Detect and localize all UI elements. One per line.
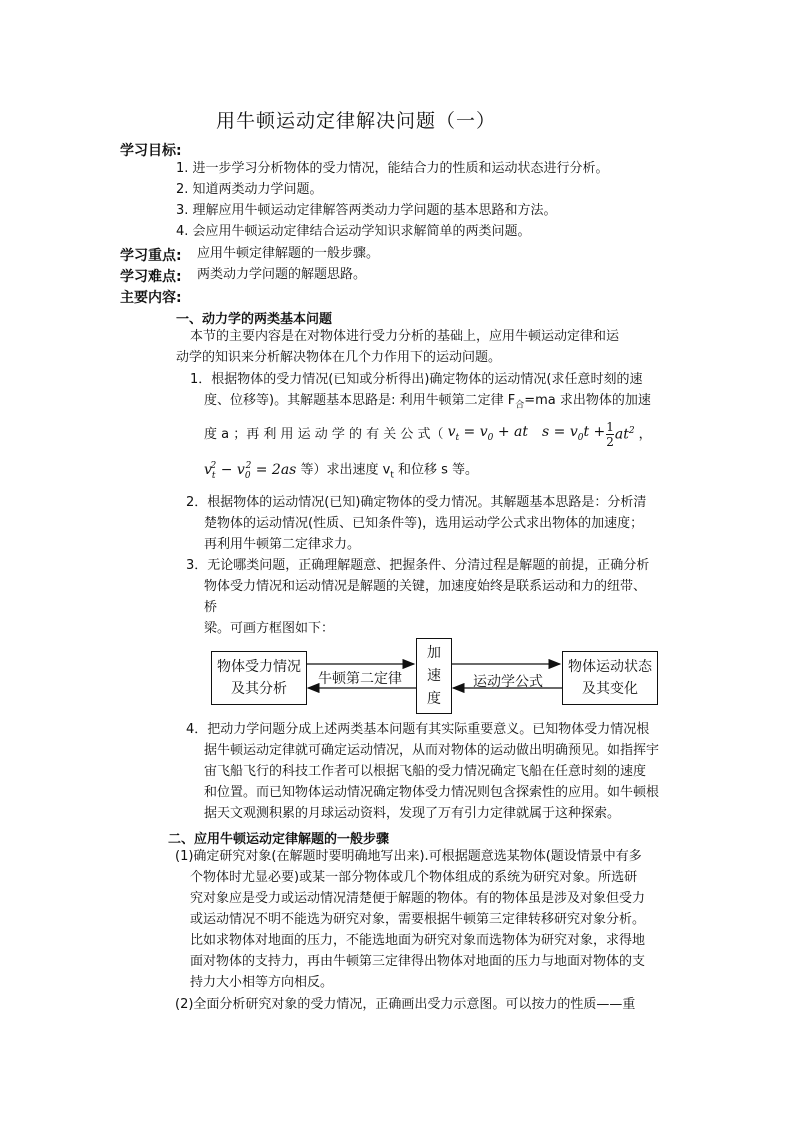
section1-heading: 一、动力学的两类基本问题 xyxy=(176,312,333,327)
main-content-heading: 主要内容: xyxy=(120,290,182,306)
objective-item: 1. 进一步学习分析物体的受力情况，能结合力的性质和运动状态进行分析。 xyxy=(176,161,609,176)
formula-displacement: $s = v_0t$ + xyxy=(542,424,606,443)
p3-line: 3．无论哪类问题，正确理解题意、把握条件、分清过程是解题的前提，正确分析 xyxy=(186,558,650,573)
p3-line: 物体受力情况和运动情况是解题的关键，加速度始终是联系运动和力的纽带、 xyxy=(204,579,647,594)
s1-line: 面对物体的支持力，再由牛顿第三定律得出物体对地面的压力与地面对物体的支 xyxy=(190,954,646,969)
diagram-box-force: 物体受力情况及其分析 xyxy=(211,651,307,705)
section1-intro-line: 动学的知识来分析解决物体在几个力作用下的运动问题。 xyxy=(176,350,502,365)
p3-line: 桥 xyxy=(204,600,218,615)
key-point-text: 应用牛顿定律解题的一般步骤。 xyxy=(197,246,380,261)
p4-line: 据天文观测积累的月球运动资料，发现了万有引力定律就属于这种探索。 xyxy=(204,806,621,821)
p1-line-text-tail: =ma 求出物体的加速 xyxy=(524,393,651,408)
p4-line: 据牛顿运动定律就可确定运动情况，从而对物体的运动做出明确预见。如指挥宇 xyxy=(204,743,660,758)
objective-item: 4. 会应用牛顿运动定律结合运动学知识求解简单的两类问题。 xyxy=(176,224,531,239)
page-title: 用牛顿运动定律解决问题（一） xyxy=(216,110,497,132)
s1-line: 究对象应是受力或运动情况清楚便于解题的物体。有的物体虽是涉及对象但受力 xyxy=(190,891,646,906)
p1-formula-prefix: 度 a ；再 利 用 运 动 学 的 有 关 公 式（ xyxy=(204,426,444,442)
arrow-label-newton: 牛顿第二定律 xyxy=(318,671,402,687)
s1-line: (1)确定研究对象(在解题时要明确地写出来).可根据题意选某物体(题设情景中有多 xyxy=(175,849,642,864)
arrow-label-kinematics: 运动学公式 xyxy=(473,674,543,690)
p1-formula-tail: ， xyxy=(638,426,652,442)
p4-line: 和位置。而已知物体运动情况确定物体受力情况则包含探索性的应用。如牛顿根 xyxy=(204,785,660,800)
p4-line: 4．把动力学问题分成上述两类基本问题有其实际重要意义。已知物体受力情况根 xyxy=(186,722,650,737)
difficulty-heading: 学习难点: xyxy=(120,269,182,285)
difficulty-text: 两类动力学问题的解题思路。 xyxy=(197,267,367,282)
s2-line: (2)全面分析研究对象的受力情况，正确画出受力示意图。可以按力的性质——重 xyxy=(175,997,636,1012)
section1-intro-line: 本节的主要内容是在对物体进行受力分析的基础上，应用牛顿运动定律和运 xyxy=(190,329,620,344)
p3-line: 梁。可画方框图如下： xyxy=(204,621,335,636)
s1-line: 比如求物体对地面的压力，不能选地面为研究对象而选物体为研究对象，求得地 xyxy=(190,933,646,948)
objective-item: 2. 知道两类动力学问题。 xyxy=(176,182,323,197)
diagram-box-motion: 物体运动状态及其变化 xyxy=(562,651,658,705)
p1-line: 1．根据物体的受力情况(已知或分析得出)确定物体的运动情况(求任意时刻的速 xyxy=(190,372,643,387)
section2-heading: 二、应用牛顿运动定律解题的一般步骤 xyxy=(168,832,390,847)
p1-line-text: 度、位移等)。其解题基本思路是: 利用牛顿第二定律 F xyxy=(204,393,516,408)
p4-line: 宙飞船飞行的科技工作者可以根据飞船的受力情况确定飞船在任意时刻的速度 xyxy=(204,764,647,779)
p2-line: 楚物体的运动情况(性质、已知条件等)，选用运动学公式求出物体的加速度； xyxy=(204,516,644,531)
p1-line3-end: 和位移 s 等。 xyxy=(393,462,479,478)
fraction-one-half: $\frac{1}{2}$ xyxy=(606,419,614,449)
p2-line: 再利用牛顿第二定律求力。 xyxy=(204,537,361,552)
key-point-heading: 学习重点: xyxy=(120,248,182,264)
objective-item: 3. 理解应用牛顿运动定律解答两类动力学问题的基本思路和方法。 xyxy=(176,203,557,218)
p1-line3-subscript: t xyxy=(390,470,394,481)
p1-subscript-he: 合 xyxy=(515,400,525,411)
s1-line: 个物体时尤显必要)或某一部分物体或几个物体组成的系统为研究对象。所选研 xyxy=(190,870,638,885)
formula-velocity-squared: $v_t^2 - v_0^2 = 2as$ xyxy=(204,461,297,481)
diagram-box-acceleration: 加速度 xyxy=(416,638,452,714)
s1-line: 持力大小相等方向相反。 xyxy=(190,975,334,990)
formula-velocity: $v_t = v_0$ + at xyxy=(447,424,528,443)
formula-displacement-tail: $at^2$ xyxy=(614,425,635,443)
s1-line: 或运动情况不明不能选为研究对象，需要根据牛顿第三定律转移研究对象分析。 xyxy=(190,912,646,927)
p1-line3-suffix: 等）求出速度 v xyxy=(300,462,391,478)
p2-line: 2．根据物体的运动情况(已知)确定物体的受力情况。其解题基本思路是：分析清 xyxy=(186,495,647,510)
objectives-heading: 学习目标: xyxy=(120,143,182,159)
